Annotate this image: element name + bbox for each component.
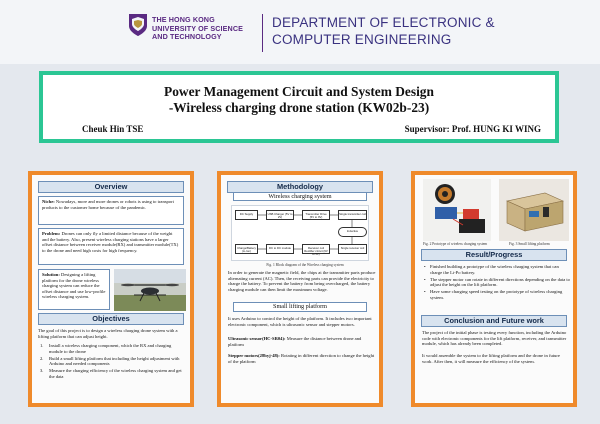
conclusion-p1: The project of the initial phase is testing every function, including the Arduino code with electronic components for the lift platform, receiver, and transmitter module, which has already been completed. bbox=[422, 330, 567, 347]
fig2-caption: Fig. 2 Prototype of wireless charging system bbox=[423, 242, 488, 246]
wireless-subheading: Wireless charging system bbox=[233, 192, 367, 201]
header-divider bbox=[262, 14, 263, 52]
diagram-box-receiver-coil: Single receiver coil bbox=[338, 244, 367, 254]
title-band bbox=[39, 71, 559, 143]
objective-item bbox=[38, 343, 186, 354]
department-line: DEPARTMENT OF ELECTRONIC & bbox=[272, 15, 495, 30]
conclusion-heading: Conclusion and Future work bbox=[421, 315, 567, 327]
column-overview bbox=[28, 171, 194, 407]
solution-box bbox=[38, 269, 110, 310]
department-name bbox=[272, 14, 495, 48]
university-line: AND TECHNOLOGY bbox=[152, 32, 222, 42]
objectives-list bbox=[38, 343, 186, 381]
diagram-box-dc-dc: DC to DC module bbox=[266, 244, 294, 254]
result-item: • The stepper motor can rotate in different directions depending on the data to adjust the height on the lift platform. bbox=[422, 277, 570, 288]
niche-box bbox=[38, 196, 184, 225]
lifting-subheading: Small lifting platform bbox=[233, 302, 367, 312]
diagram-box-dc-supply: DC Supply bbox=[235, 210, 258, 220]
university-line: THE HONG KONG bbox=[152, 15, 215, 24]
header bbox=[0, 0, 600, 64]
column-results bbox=[411, 171, 577, 407]
platform-image-icon bbox=[499, 179, 569, 241]
ultrasonic-paragraph bbox=[228, 336, 376, 347]
results-list bbox=[422, 264, 570, 302]
fig3-caption: Fig. 3 Small lifting platform bbox=[509, 242, 550, 246]
university-name bbox=[152, 16, 243, 42]
supervisor-name: Supervisor: Prof. HUNG KI WING bbox=[404, 124, 541, 134]
niche-label: Niche: bbox=[42, 199, 55, 204]
niche-text: Nowadays, more and more drones or robots is using to transport products to the customer home because of the pandemic. bbox=[42, 199, 174, 210]
diagram-box-usb-charger: USB Charger (5V to 2V) bbox=[267, 211, 293, 219]
overview-heading: Overview bbox=[38, 181, 184, 193]
diagram-caption: Fig. 1 Block diagram of the Wireless charging system bbox=[266, 263, 344, 267]
diagram-box-battery: Charge/Battery (Li-Ion) bbox=[235, 244, 258, 254]
objectives-intro: The goal of this project is to design a wireless charging drone system with a lifting platform that can adjust height. bbox=[38, 328, 178, 339]
poster-title: Power Management Circuit and System Design bbox=[164, 84, 434, 99]
results-heading: Result/Progress bbox=[421, 249, 567, 261]
stepper-label: Stepper motors(28byj-48): bbox=[228, 353, 280, 358]
department-line: COMPUTER ENGINEERING bbox=[272, 32, 452, 47]
objective-text: Install a wireless charging component, which the RX and charging module to the drone bbox=[49, 343, 172, 354]
result-item: • Finished building a prototype of the wireless charging system that can charge the Li-Po battery. bbox=[422, 264, 570, 275]
prototype-image-icon bbox=[423, 179, 491, 241]
objective-number: 3. bbox=[40, 368, 44, 374]
university-crest-icon bbox=[128, 13, 148, 37]
author-name: Cheuk Hin TSE bbox=[82, 124, 144, 134]
objectives-heading: Objectives bbox=[38, 313, 184, 325]
objective-number: 2. bbox=[40, 355, 44, 361]
solution-text: Designing a lifting platform for the drone wireless charging system can reduce the offset distance and use low-profile wireless charging system. bbox=[42, 272, 106, 300]
problem-text: Drones can only fly a limited distance because of the weight and the battery. Also, present wireless charging stations have a larger offset distance between receiver module(RX) and transmitter module(TX) to the drone and need high costs for high frequency. bbox=[42, 231, 179, 253]
result-item: • Have some charging speed testing on the prototype of wireless charging system. bbox=[422, 289, 570, 300]
objective-text: Build a small lifting platform that including the height adjustment with Arduino and needed components bbox=[49, 355, 180, 367]
lifting-platform-photo bbox=[499, 179, 569, 241]
lifting-intro: It uses Arduino to control the height of the platform. It includes two important electronic component, which is ultrasonic sensor and stepper motors. bbox=[228, 316, 372, 327]
problem-label: Problem: bbox=[42, 231, 61, 236]
diagram-box-transmitter: Transmitter Drive (5V to 9V) bbox=[302, 210, 330, 220]
drone-photo bbox=[114, 269, 186, 311]
conclusion-p2: It would assemble the system to the lifting platform and the drone in future work. After then, it will measure the efficiency of the system. bbox=[422, 353, 560, 364]
diagram-box-inductive: Inductive bbox=[338, 227, 367, 237]
problem-box bbox=[38, 228, 184, 265]
objective-item bbox=[38, 368, 186, 379]
university-line: UNIVERSITY OF SCIENCE bbox=[152, 23, 244, 33]
objective-text: Measure the charging efficiency of the wireless charging system and get the data bbox=[49, 368, 182, 379]
prototype-photo bbox=[423, 179, 491, 241]
drone-image-icon bbox=[114, 269, 186, 311]
column-methodology bbox=[217, 171, 383, 407]
diagram-box-receiver-rectifier: Receiver coil Rectifier circuit (9V to 5V) bbox=[302, 244, 330, 254]
poster-subtitle: -Wireless charging drone station (KW02b-23) bbox=[168, 100, 430, 115]
stepper-paragraph bbox=[228, 353, 376, 364]
block-diagram bbox=[231, 205, 369, 261]
stepper-text: Rotating in different direction to change the height of the platform bbox=[228, 353, 375, 364]
objective-item bbox=[38, 356, 186, 367]
methodology-heading: Methodology bbox=[227, 181, 373, 193]
wireless-text: In order to generate the magnetic field, the chips at the transmitter parts produce alternating current (AC). Then, the receiving parts can provide the electricity to charge the battery. To prevent the battery from being overcharged, the battery charging module can then limit the maximum voltage. bbox=[228, 270, 376, 292]
diagram-box-trans-coil: Single transmitter coil bbox=[338, 210, 367, 220]
objective-number: 1. bbox=[40, 343, 44, 348]
solution-label: Solution: bbox=[42, 272, 60, 277]
ultrasonic-label: Ultrasonic sensor(HC-SR04): bbox=[228, 336, 286, 341]
ultrasonic-text: Measure the distance between drone and platform bbox=[228, 336, 362, 347]
